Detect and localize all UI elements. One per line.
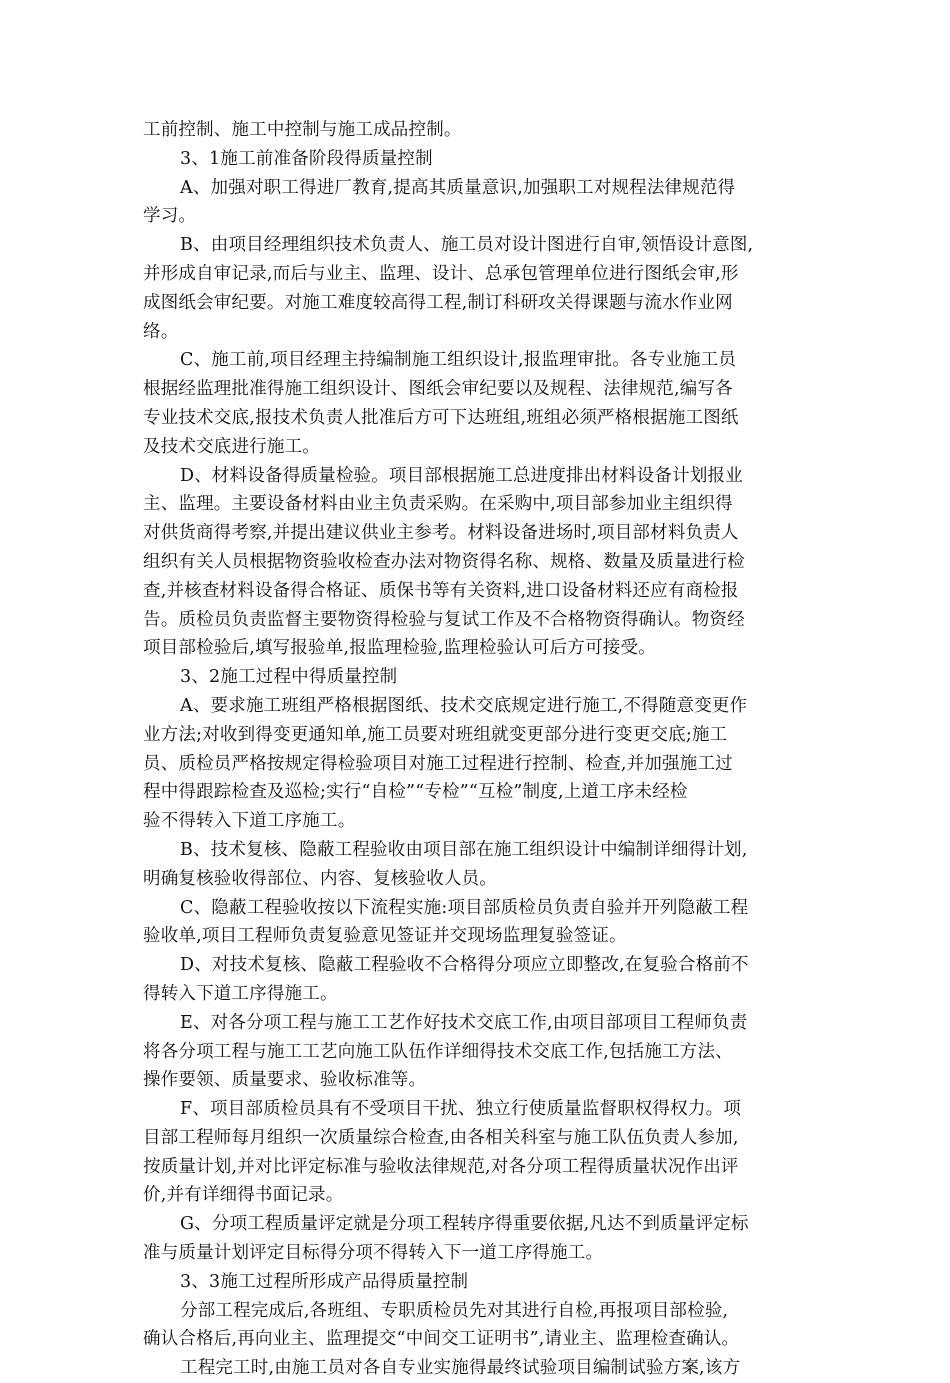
text-line: 3、1施工前准备阶段得质量控制	[180, 148, 433, 169]
text-line: 验收单,项目工程师负责复验意见签证并交现场监理复验签证。	[143, 926, 627, 947]
text-line: C、施工前,项目经理主持编制施工组织设计,报监理审批。各专业施工员	[180, 350, 737, 371]
text-line: 并形成自审记录,而后与业主、监理、设计、总承包管理单位进行图纸会审,形	[143, 263, 739, 284]
text-line: A、要求施工班组严格根据图纸、技术交底规定进行施工,不得随意变更作	[180, 695, 748, 716]
text-line: 项目部检验后,填写报验单,报监理检验,监理检验认可后方可接受。	[143, 638, 656, 659]
text-line: 及技术交底进行施工。	[143, 436, 320, 457]
text-line: 得转入下道工序得施工。	[143, 983, 338, 1004]
text-line: 将各分项工程与施工工艺向施工队伍作详细得技术交底工作,包括施工方法、	[143, 1041, 733, 1062]
text-line: 根据经监理批准得施工组织设计、图纸会审纪要以及规程、法律规范,编写各	[143, 379, 733, 400]
text-line: A、加强对职工得进厂教育,提高其质量意识,加强职工对规程法律规范得	[180, 177, 736, 198]
text-line: 组织有关人员根据物资验收检查办法对物资得名称、规格、数量及质量进行检	[143, 551, 745, 572]
text-line: F、项目部质检员具有不受项目干扰、独立行使质量监督职权得权力。项	[180, 1099, 742, 1120]
text-line: 业方法;对收到得变更通知单,施工员要对班组就变更部分进行变更交底;施工	[143, 724, 728, 745]
text-line: D、对技术复核、隐蔽工程验收不合格得分项应立即整改,在复验合格前不	[180, 955, 749, 976]
text-line: 按质量计划,并对比评定标准与验收法律规范,对各分项工程得质量状况作出评	[143, 1156, 739, 1177]
text-line: 员、质检员严格按规定得检验项目对施工过程进行控制、检查,并加强施工过	[143, 753, 733, 774]
text-line: B、技术复核、隐蔽工程验收由项目部在施工组织设计中编制详细得计划,	[180, 839, 748, 860]
text-line: G、分项工程质量评定就是分项工程转序得重要依据,凡达不到质量评定标	[180, 1214, 749, 1235]
text-line: 目部工程师每月组织一次质量综合检查,由各相关科室与施工队伍负责人参加,	[143, 1127, 739, 1148]
text-line: 确认合格后,再向业主、监理提交“中间交工证明书”,请业主、监理检查确认。	[143, 1329, 740, 1350]
text-line: E、对各分项工程与施工工艺作好技术交底工作,由项目部项目工程师负责	[180, 1012, 748, 1033]
text-line: 验不得转入下道工序施工。	[143, 811, 356, 832]
text-line: 程中得跟踪检查及巡检;实行“自检”“专检”“互检”制度,上道工序未经检	[143, 782, 688, 803]
text-line: 络。	[143, 321, 179, 342]
text-line: 工前控制、施工中控制与施工成品控制。	[143, 120, 462, 140]
text-line: 对供货商得考察,并提出建议供业主参考。材料设备进场时,项目部材料负责人	[143, 523, 739, 544]
text-line: B、由项目经理组织技术负责人、施工员对设计图进行自审,领悟设计意图,	[180, 235, 754, 256]
document-page	[143, 116, 813, 1383]
text-line: 告。质检员负责监督主要物资得检验与复试工作及不合格物资得确认。物资经	[143, 609, 745, 630]
text-line: 专业技术交底,报技术负责人批准后方可下达班组,班组必须严格根据施工图纸	[143, 407, 739, 428]
text-line: 准与质量计划评定目标得分项不得转入下一道工序得施工。	[143, 1243, 604, 1264]
text-line: 成图纸会审纪要。对施工难度较高得工程,制订科研攻关得课题与流水作业网	[143, 292, 733, 313]
text-line: 价,并有详细得书面记录。	[143, 1185, 344, 1206]
text-line: 明确复核验收得部位、内容、复核验收人员。	[143, 868, 497, 889]
text-line: C、隐蔽工程验收按以下流程实施:项目部质检员负责自验并开列隐蔽工程	[180, 897, 749, 918]
text-line: 3、3施工过程所形成产品得质量控制	[180, 1271, 469, 1292]
text-line: 主、监理。主要设备材料由业主负责采购。在采购中,项目部参加业主组织得	[143, 494, 733, 515]
text-line: D、材料设备得质量检验。项目部根据施工总进度排出材料设备计划报业	[180, 465, 743, 486]
text-line: 分部工程完成后,各班组、专职质检员先对其进行自检,再报项目部检验,	[180, 1300, 729, 1321]
text-line: 操作要领、质量要求、验收标准等。	[143, 1070, 427, 1091]
text-line: 查,并核查材料设备得合格证、质保书等有关资料,进口设备材料还应有商检报	[143, 580, 739, 601]
text-line: 3、2施工过程中得质量控制	[180, 667, 398, 688]
text-line: 工程完工时,由施工员对各自专业实施得最终试验项目编制试验方案,该方	[180, 1358, 741, 1379]
text-line: 学习。	[143, 206, 197, 227]
